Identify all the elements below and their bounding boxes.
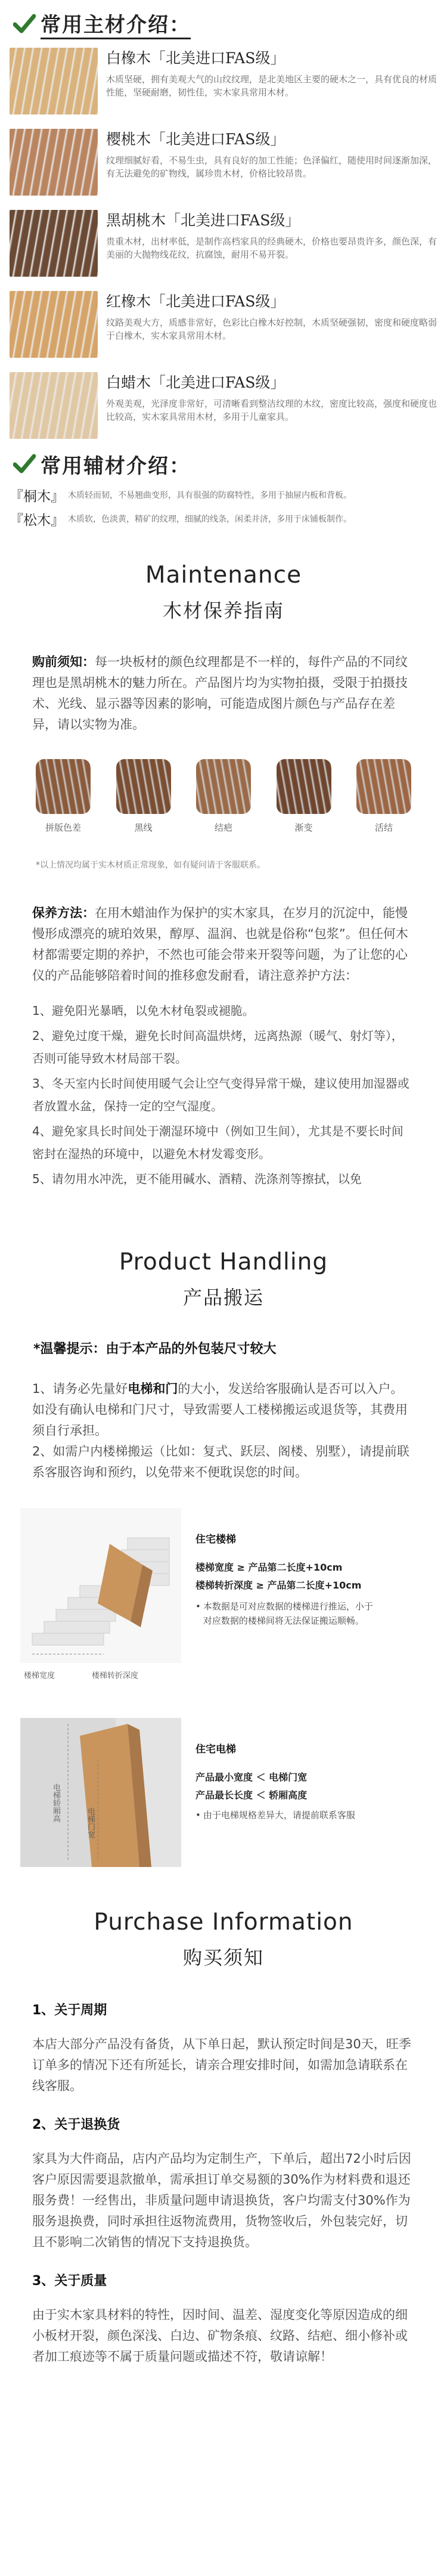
wood-item	[0, 286, 447, 363]
swatch-image	[196, 759, 251, 814]
intro-text: 1、请务必先量好	[32, 1382, 128, 1396]
care-item: 1、避免阳光暴晒，以免木材龟裂或褪脆。	[32, 1004, 254, 1018]
intro-emphasis: 电梯和门	[128, 1382, 178, 1396]
wood-item	[0, 367, 447, 444]
care-item: 5、请勿用水冲洗，更不能用碱水、酒精、洗涤剂等擦拭，以免	[32, 1172, 362, 1186]
purchase-item-text: 本店大部分产品没有备货，从下单日起，默认预定时间是30天，旺季订单多的情况下还有所延长，请亲合理安排时间，如需加急请联系在线客服。	[32, 2037, 411, 2093]
handling-intro-1	[0, 1379, 447, 1441]
purchase-item-text: 家具为大件商品，店内产品均为定制生产，下单后，超出72小时后因客户原因需要退款撤单，需承担订单交易额的30%作为材料费和退还服务费！一经售出，非质量问题申请退换货，客户均需支付30%作为服务退换费，同时承担往返物流费用，货物签收后，外包装完好，切且不影响二次销售的情况下支持退换货。	[32, 2151, 411, 2249]
purchase-list	[0, 2000, 447, 2367]
stairs-illustration	[20, 1508, 181, 1687]
purchase-item	[0, 2000, 447, 2097]
care-item: 4、避免家具长时间处于潮湿环境中（例如卫生间），尤其是不要长时间密封在湿热的环境中，以避免木材发霉变形。	[32, 1124, 403, 1161]
swatch-image	[277, 759, 331, 814]
swatch-label: 结疤	[214, 822, 232, 833]
care-paragraph	[0, 903, 447, 986]
heading-cn: 购买须知	[182, 1946, 264, 1969]
wood-swatch	[10, 210, 98, 277]
aux-name: 『桐木』	[10, 488, 64, 504]
wood-name: 红橡木「北美进口FAS级」	[106, 293, 285, 310]
purchase-item	[0, 2114, 447, 2253]
wood-name: 白蜡木「北美进口FAS级」	[106, 374, 285, 391]
wood-name: 樱桃木「北美进口FAS级」	[106, 131, 285, 148]
section-title: 常用辅材介绍：	[41, 454, 191, 478]
purchase-item-text: 由于实木家具材料的特性，因时间、温差、湿度变化等原因造成的细小板材开裂，颜色深浅、白边、矿物条痕、纹路、结疤、细小修补或者加工痕迹等不属于质量问题或描述不符，敬请谅解！	[32, 2308, 408, 2364]
care-text: 在用木蜡油作为保护的实木家具，在岁月的沉淀中，能慢慢形成漂亮的琥珀效果，醇厚、温润、也就是俗称“包浆”。但任何木材都需要定期的养护，不然也可能会带来开裂等问题，为了让您的心仪的产品能够陪着时间的推移愈发耐看，请注意养护方法：	[32, 906, 408, 983]
swatch-label: 黑线	[134, 822, 153, 833]
aux-item	[0, 483, 447, 507]
elevator-icon	[20, 1718, 181, 1867]
handling-heading	[0, 1249, 447, 1310]
aux-materials-heading	[0, 448, 447, 479]
main-materials-heading	[0, 8, 447, 39]
defect-swatch	[277, 759, 331, 834]
elevator-door-label: 电梯门宽	[86, 1807, 95, 1838]
aux-list	[0, 483, 447, 531]
aux-name: 『松木』	[10, 512, 64, 528]
elevator-text	[195, 1718, 392, 1873]
stairs-title: 住宅楼梯	[195, 1534, 236, 1546]
wood-item	[0, 205, 447, 281]
stairs-bullet	[195, 1599, 374, 1628]
wood-item	[0, 43, 447, 119]
stairs-bullet-text: 本数据是可对应数据的楼梯进行推运，小于对应数据的楼梯间将无法保证搬运顺畅。	[203, 1601, 373, 1626]
purchase-item	[0, 2271, 447, 2367]
elevator-rule-1: 产品最小宽度 ＜ 电梯门宽	[195, 1772, 308, 1783]
defect-swatches	[0, 759, 447, 834]
elevator-height-label: 电梯轿厢高	[51, 1784, 60, 1822]
care-label: 保养方法：	[32, 906, 95, 920]
care-item: 3、冬天室内长时间使用暖气会让空气变得异常干燥，建议使用加湿器或者放置水盆，保持一定的空气湿度。	[32, 1076, 409, 1113]
bullet-dot: •	[195, 1601, 201, 1612]
wood-name: 黑胡桃木「北美进口FAS级」	[106, 212, 300, 229]
stairs-text	[195, 1508, 374, 1687]
wood-swatch	[10, 291, 98, 358]
defect-swatch	[116, 759, 171, 834]
heading-cn: 产品搬运	[182, 1286, 264, 1309]
defect-swatch	[36, 759, 91, 834]
heading-en: Purchase Information	[94, 1909, 353, 1936]
wood-item	[0, 124, 447, 200]
notice-label: 购前须知：	[32, 655, 95, 669]
intro-text: 的大小，发送给客服确认是否可以入户。如没有确认电梯和门尺寸，导致需要人工楼梯搬运或退货等，其费用须自行承担。	[32, 1382, 408, 1438]
stairs-depth-label: 楼梯转折深度	[92, 1671, 139, 1680]
stairs-block	[0, 1508, 447, 1687]
swatch-label: 活结	[374, 822, 393, 833]
elevator-title: 住宅电梯	[195, 1744, 236, 1755]
handling-section	[0, 1249, 447, 1873]
elevator-bullet	[195, 1808, 392, 1822]
swatch-label: 渐变	[294, 822, 313, 833]
elevator-bullet-text: 由于电梯规格差异大，请提前联系客服	[203, 1810, 355, 1820]
wood-text	[106, 367, 439, 444]
care-item: 2、避免过度干燥，避免长时间高温烘烤，远离热源（暖气、射灯等），否则可能导致木材局部干裂。	[32, 1029, 403, 1066]
stairs-icon	[20, 1508, 181, 1663]
handling-intro-2: 2、如需户内楼梯搬运（比如：复式、跃层、阁楼、别墅），请提前联系客服咨询和预约，以免带来不便耽误您的时间。	[32, 1444, 409, 1479]
stairs-rule-1: 楼梯宽度 ≥ 产品第二长度+10cm	[195, 1562, 343, 1573]
heading-en: Product Handling	[119, 1249, 328, 1275]
swatch-image	[36, 759, 91, 814]
wood-swatch	[10, 48, 98, 114]
purchase-item-title: 1、关于周期	[32, 2003, 107, 2018]
stairs-rule-2: 楼梯转折深度 ≥ 产品第二长度+10cm	[195, 1580, 362, 1591]
notice-text: 每一块板材的颜色纹理都是不一样的，每件产品的不同纹理也是黑胡桃木的魅力所在。产品图片均为实物拍摄，受限于拍摄技术、光线、显示器等因素的影响，可能造成图片颜色与产品存在差异，请以实物为准。	[32, 655, 408, 732]
wood-name: 白橡木「北美进口FAS级」	[106, 49, 285, 67]
elevator-block	[0, 1718, 447, 1873]
notice-paragraph	[0, 652, 447, 735]
purchase-item-title: 2、关于退换货	[32, 2117, 120, 2132]
wood-text	[106, 205, 439, 281]
maintenance-heading	[0, 562, 447, 623]
care-list	[0, 999, 447, 1190]
wood-desc: 纹路美观大方，质感非常好，色彩比白橡木好控制，木质坚硬强韧，密度和硬度略弱于白橡木，实木家具常用木材。	[106, 317, 437, 341]
swatch-image	[116, 759, 171, 814]
wood-desc: 纹理细腻好看，不易生虫，具有良好的加工性能；色泽偏红，随使用时间逐渐加深，有无法避免的矿物线，属珍贵木材，价格比较昂贵。	[106, 155, 437, 179]
wood-text	[106, 124, 439, 200]
main-materials-section	[0, 0, 447, 531]
wood-desc: 贵重木材，出材率低，是制作高档家具的经典硬木，价格也要昂贵许多，颜色深，有美丽的大抛物线花纹，抗腐蚀，耐用不易开裂。	[106, 236, 437, 260]
bullet-dot: •	[195, 1810, 201, 1820]
wood-swatch	[10, 372, 98, 439]
wood-swatch	[10, 129, 98, 196]
wood-desc: 外观美观，光泽度非常好，可清晰看到整洁纹理的木纹，密度比较高，强度和硬度也比较高，实木家具常用木材，多用于儿童家具。	[106, 398, 437, 422]
aux-item	[0, 507, 447, 531]
wood-text	[106, 286, 439, 363]
swatch-note: *以上情况均属于实木材质正常现象，如有疑问请于客服联系。	[36, 860, 265, 870]
wood-list	[0, 43, 447, 444]
defect-swatch	[196, 759, 251, 834]
swatch-label: 拼版色差	[45, 822, 81, 833]
maintenance-section	[0, 562, 447, 1190]
aux-desc: 木质轻而韧，不易翘曲变形，具有很强的防腐特性，多用于抽屉内板和背板。	[68, 491, 352, 500]
check-icon	[13, 14, 36, 34]
purchase-section	[0, 1909, 447, 2367]
defect-swatch	[356, 759, 411, 834]
purchase-item-title: 3、关于质量	[32, 2274, 107, 2289]
wood-desc: 木质坚硬，拥有美观大气的山纹纹理，是北美地区主要的硬木之一，具有优良的材质性能，坚硬耐磨，韧性佳，实木家具常用木材。	[106, 74, 437, 98]
heading-en: Maintenance	[145, 562, 302, 589]
aux-desc: 木质软，色淡黄，精矿的纹理，细腻的线条，闲柔并济，多用于床铺板制作。	[68, 515, 352, 524]
elevator-illustration	[20, 1718, 181, 1867]
handling-warning: *温馨提示：由于本产品的外包装尺寸较大	[33, 1342, 277, 1357]
elevator-rule-2: 产品最长长度 ＜ 轿厢高度	[195, 1789, 308, 1801]
wood-text	[106, 43, 439, 119]
check-icon	[13, 454, 36, 474]
section-title: 常用主材介绍：	[41, 8, 191, 39]
stairs-width-label: 楼梯宽度	[24, 1671, 55, 1680]
purchase-heading	[0, 1909, 447, 1970]
heading-cn: 木材保养指南	[162, 599, 284, 622]
swatch-image	[356, 759, 411, 814]
